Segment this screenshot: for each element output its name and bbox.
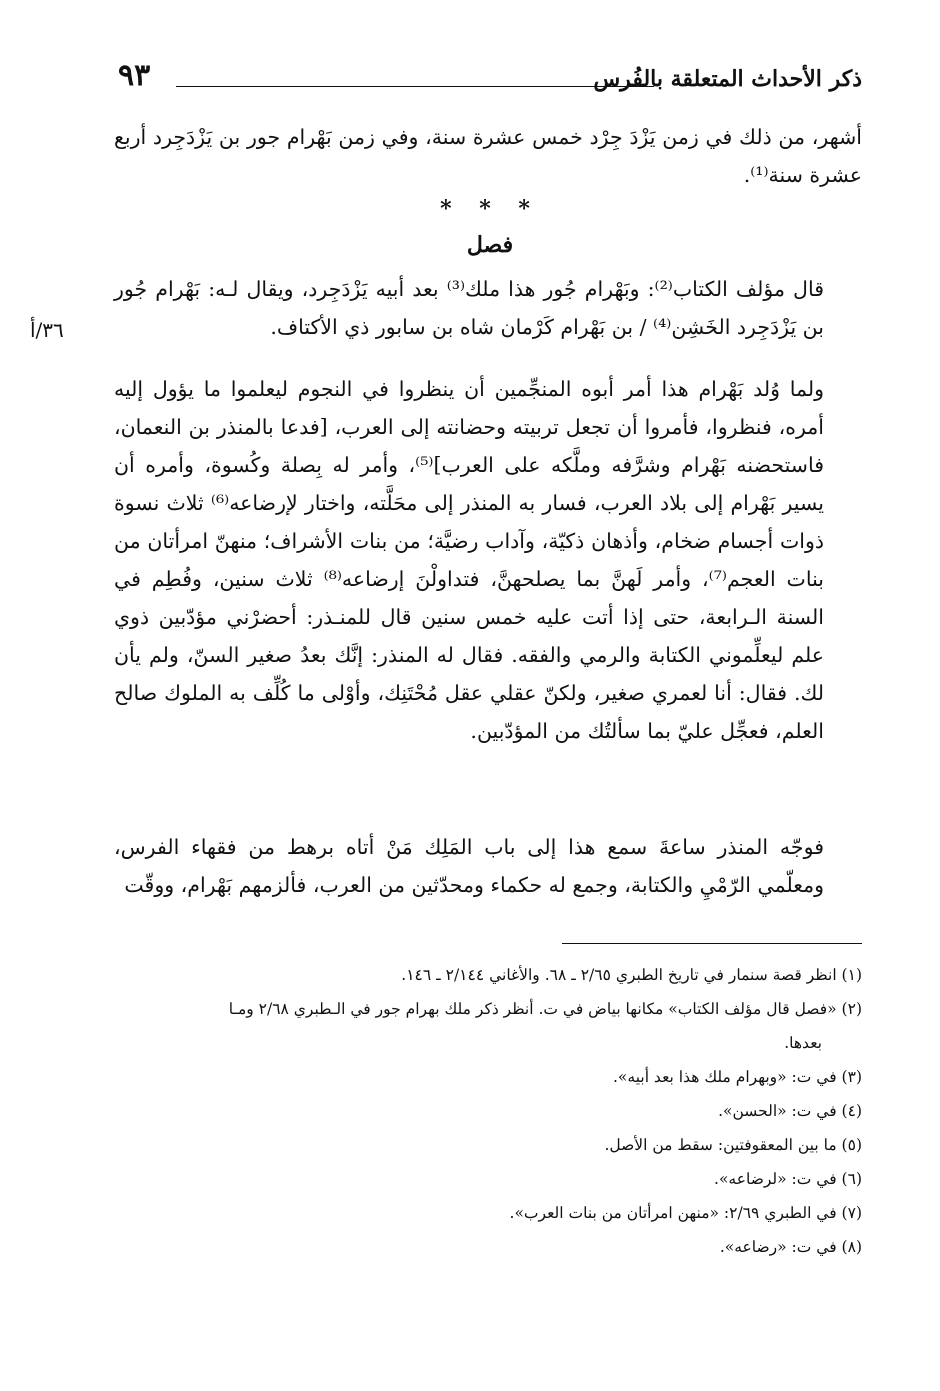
paragraph-2 [114,370,862,750]
page-number: ٩٣ [118,58,151,93]
paragraph-3 [114,828,862,904]
footnote-3: (٣) في ت: «وبهرام ملك هذا بعد أبيه». [612,1068,862,1086]
footnote-1: (١) انظر قصة سنمار في تاريخ الطبري ٢/٦٥ ـ ٦٨. والأغاني ٢/١٤٤ ـ ١٤٦. [401,966,862,984]
footnotes [102,958,862,1264]
section-separator: * * * [440,196,540,222]
footnote-2: (٢) «فصل قال مؤلف الكتاب» مكانها بياض في ت. أنظر ذكر ملك بهرام جور في الـطبري ٢/٦٨ ومـا [228,1000,862,1018]
intro-paragraph [114,118,862,194]
footnote-7: (٧) في الطبري ٢/٦٩: «منهن امرأتان من بنات العرب». [509,1204,862,1222]
footnote-rule [562,943,862,944]
intro-text: أشهر، من ذلك في زمن يَزْدَ جِرْد خمس عشرة سنة، وفي زمن بَهْرام جور بن يَزْدَجِرد أربع عشرة سنة⁽¹⁾. [114,125,862,187]
paragraph-2-text: ولما وُلد بَهْرام هذا أمر أبوه المنجِّمين أن ينظروا في النجوم ليعلموا ما يؤول إليه أمره، فنظروا، فأمروا أن تجعل تربيته وحضانته إلى العرب، [فدعا بالمنذر بن النعمان، فاستحضنه بَهْرام وشرَّفه وملَّكه على العرب]⁽⁵⁾، وأمر له بِصلة وكُسوة، وأمره أن يسير بَهْرام إلى بلاد العرب، فسار به المنذر إلى محَلَّته، واختار لإرضاعه⁽⁶⁾ ثلاث نسوة ذوات أجسام ضخام، وأذهان ذكيّة، وآداب رضيَّة؛ من بنات الأشراف؛ منهنّ امرأتان من بنات العجم⁽⁷⁾، وأمر لَهنَّ بما يصلحهنَّ، فتداولْنَ إرضاعه⁽⁸⁾ ثلاث سنين، وفُطِم في السنة الـرابعة، حتى إذا أتت عليه خمس سنين قال للمنـذر: أحضرْني مؤدّبين ذوي علم ليعلِّموني الكتابة والرمي والفقه. فقال له المنذر: إنَّك بعدُ صغير السنّ، ولم يأن لك. فقال: أنا لعمري صغير، ولكنّ عقلي عقل مُحْتَنِك، وأوْلى ما كُلِّف به الملوك صالح العلم، فعجِّل عليّ بما سألتُك من المؤدّبين. [114,377,824,743]
running-title: ذكر الأحداث المتعلقة بالفُرس [593,66,862,92]
section-opening-text: قال مؤلف الكتاب⁽²⁾: وبَهْرام جُور هذا ملك⁽³⁾ بعد أبيه يَزْدَجِرد، ويقال لـه: بَهْرام جُور بن يَزْدَجِرد الخَشِن⁽⁴⁾ / بن بَهْرام كَرْمان شاه بن سابور ذي الأكتاف. [114,277,824,339]
paragraph-3-text: فوجّه المنذر ساعةَ سمع هذا إلى باب المَلِك مَنْ أتاه برهط من فقهاء الفرس، ومعلّمي الرّمْيِ والكتابة، وجمع له حكماء ومحدّثين من العرب، فألزمهم بَهْرام، ووقّت [114,835,824,897]
footnote-8: (٨) في ت: «رضاعه». [719,1238,862,1256]
section-heading: فصل [466,232,514,258]
footnote-6: (٦) في ت: «لرضاعه». [714,1170,862,1188]
header-rule [176,86,654,87]
footnote-4: (٤) في ت: «الحسن». [718,1102,862,1120]
manuscript-folio-note: ٣٦/أ [30,318,64,342]
page-header [118,58,862,102]
section-opening-paragraph [114,270,862,346]
footnote-5: (٥) ما بين المعقوفتين: سقط من الأصل. [604,1136,862,1154]
footnote-2-continued: بعدها. [784,1034,822,1052]
